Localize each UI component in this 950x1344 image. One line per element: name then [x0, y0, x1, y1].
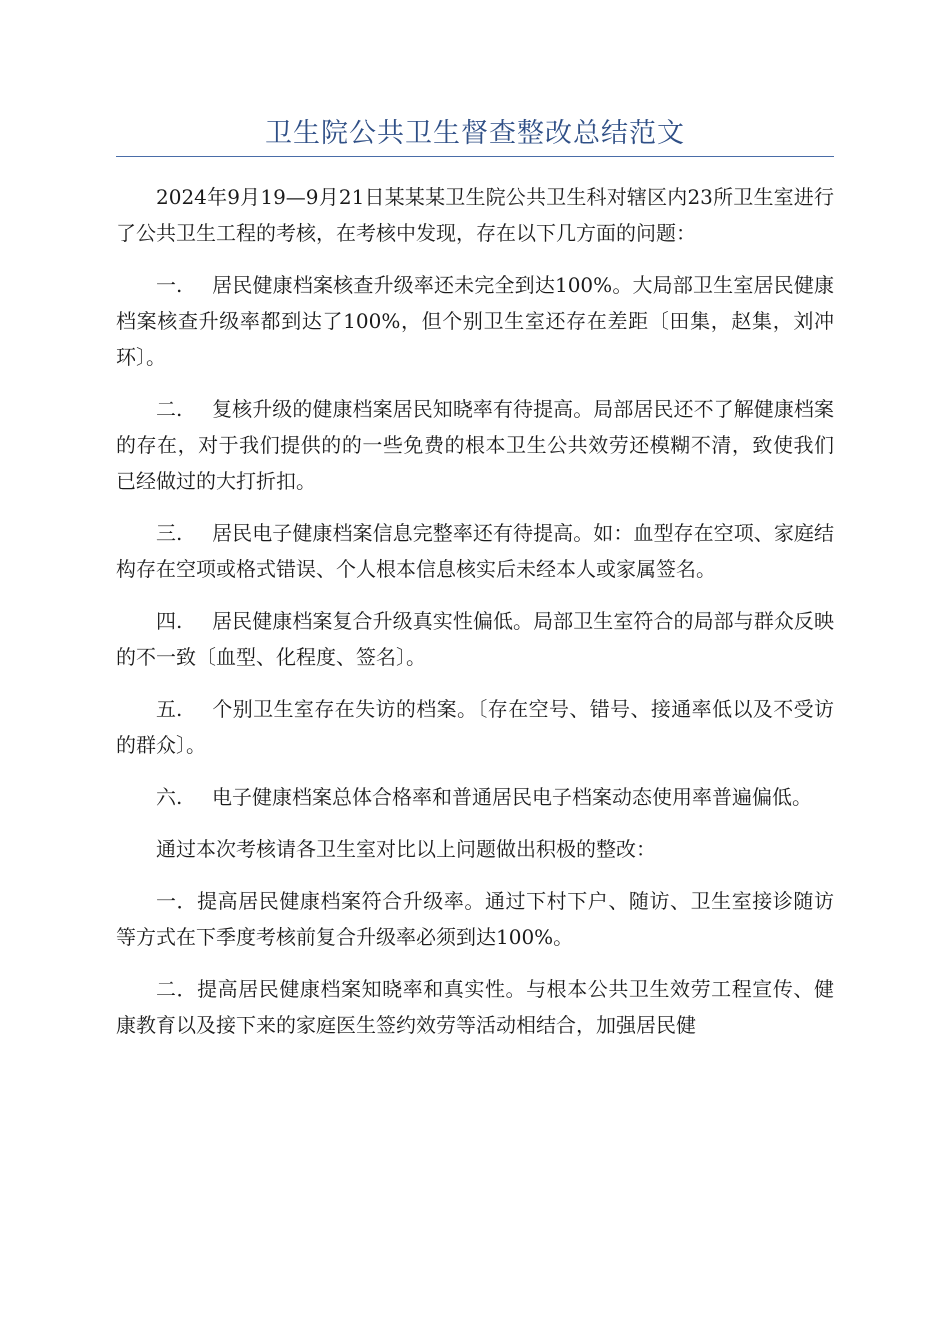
document-page	[116, 112, 834, 1059]
problem-text: 电子健康档案总体合格率和普通居民电子档案动态使用率普遍偏低。	[212, 785, 812, 809]
problem-text: 复核升级的健康档案居民知晓率有待提高。局部居民还不了解健康档案的存在，对于我们提供的的一些免费的根本卫生公共效劳还模糊不清，致使我们已经做过的大打折扣。	[116, 397, 834, 493]
problem-item	[116, 391, 834, 499]
rectification-intro: 通过本次考核请各卫生室对比以上问题做出积极的整改：	[156, 837, 656, 861]
measure-item: 二．提高居民健康档案知晓率和真实性。与根本公共卫生效劳工程宣传、健康教育以及接下来的家庭医生签约效劳等活动相结合，加强居民健	[116, 977, 834, 1037]
title-underline	[116, 156, 834, 157]
problem-text: 居民健康档案复合升级真实性偏低。局部卫生室符合的局部与群众反映的不一致〔血型、化程度、签名〕。	[116, 609, 834, 669]
problem-item	[116, 267, 834, 375]
document-title: 卫生院公共卫生督查整改总结范文	[265, 118, 685, 149]
problem-text: 居民健康档案核查升级率还未完全到达100%。大局部卫生室居民健康档案核查升级率都到达了100%，但个别卫生室还存在差距〔田集，赵集，刘冲环〕。	[116, 273, 834, 369]
problem-item	[116, 691, 834, 763]
problem-number: 五.	[156, 697, 183, 721]
intro-paragraph: 2024年9月19—9月21日某某某卫生院公共卫生科对辖区内23所卫生室进行了公共卫生工程的考核，在考核中发现，存在以下几方面的问题：	[116, 185, 834, 245]
measure-item: 一．提高居民健康档案符合升级率。通过下村下户、随访、卫生室接诊随访等方式在下季度考核前复合升级率必须到达100%。	[116, 889, 834, 949]
problem-text: 个别卫生室存在失访的档案。〔存在空号、错号、接通率低以及不受访的群众〕。	[116, 697, 834, 757]
problem-number: 一.	[156, 273, 183, 297]
problem-text: 居民电子健康档案信息完整率还有待提高。如：血型存在空项、家庭结构存在空项或格式错误、个人根本信息核实后未经本人或家属签名。	[116, 521, 834, 581]
problem-number: 六.	[156, 785, 183, 809]
problem-number: 四.	[156, 609, 183, 633]
problem-number: 三.	[156, 521, 183, 545]
problem-item	[116, 515, 834, 587]
problem-item	[116, 779, 834, 815]
problem-item	[116, 603, 834, 675]
problem-number: 二.	[156, 397, 183, 421]
